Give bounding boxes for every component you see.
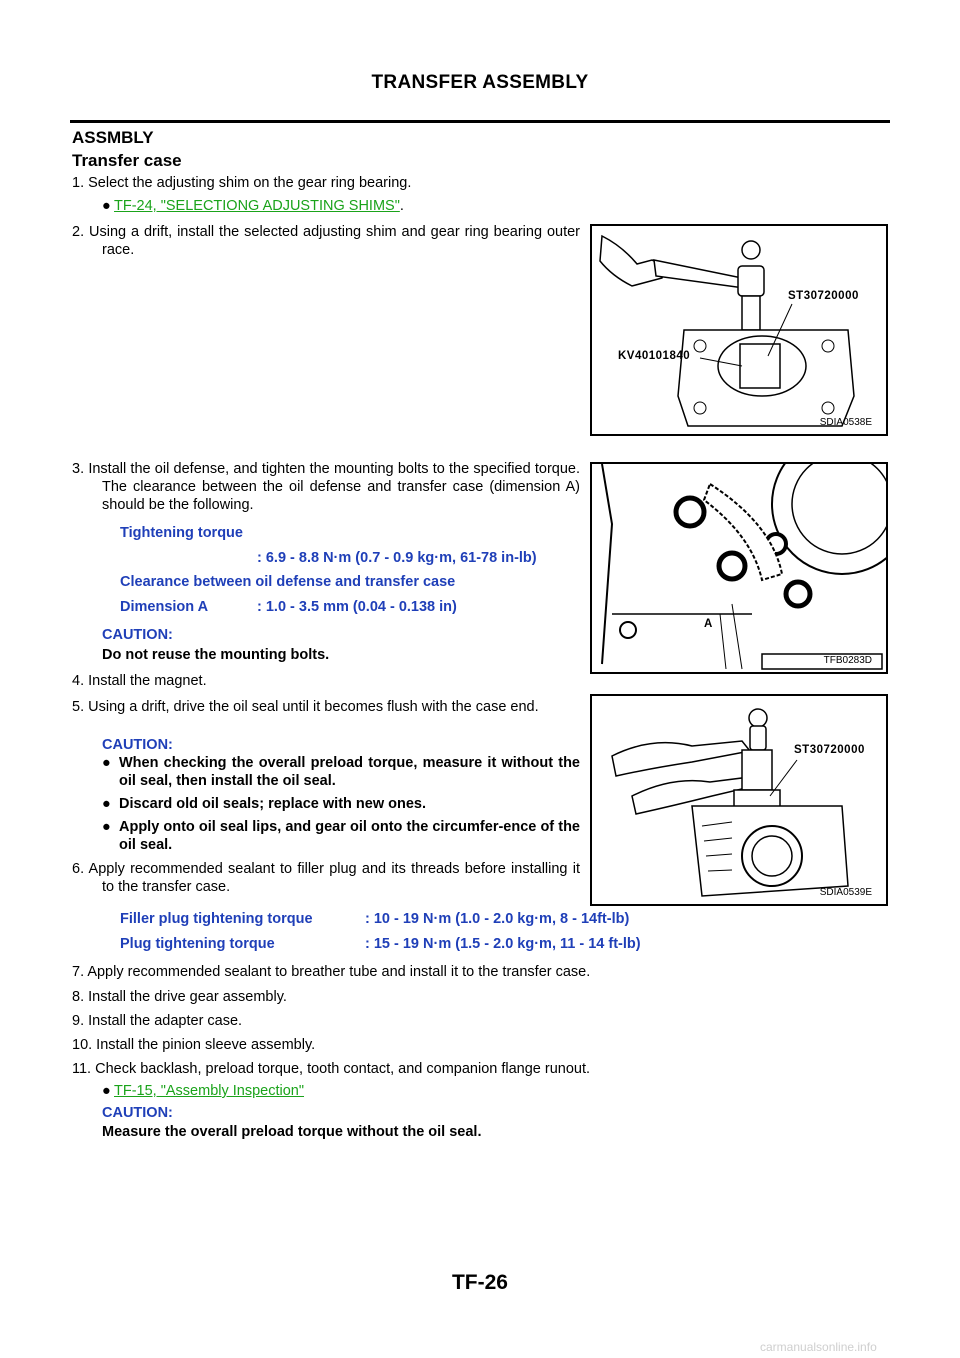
callout-kv40101840: KV40101840 <box>618 350 691 362</box>
bullet-icon: ● <box>102 198 111 214</box>
page-title: TRANSFER ASSEMBLY <box>371 72 589 93</box>
step-11: 11. Check backlash, preload torque, tooth contact, and companion flange runout. <box>72 1061 591 1077</box>
caution-title: CAUTION: <box>102 1105 173 1121</box>
figure-code: SDIA0539E <box>819 887 872 898</box>
step-1-bullet: ● TF-24, "SELECTIONG ADJUSTING SHIMS". <box>102 198 404 214</box>
caution-item: ● Apply onto oil seal lips, and gear oil onto the circumfer-ence of the oil seal. <box>102 819 580 853</box>
bullet-icon: ● <box>102 796 111 812</box>
figure-oil-seal-install <box>590 694 888 906</box>
illustration-oil-seal-drift <box>592 696 886 904</box>
caution-text: Do not reuse the mounting bolts. <box>102 647 330 663</box>
callout-st30720000: ST30720000 <box>794 744 865 756</box>
figure-drift-install-shim <box>590 224 888 436</box>
watermark: carmanualsonline.info <box>760 1340 877 1354</box>
spec-tightening-label: Tightening torque <box>120 525 243 541</box>
page-number: TF-26 <box>451 1271 508 1294</box>
caution-text: Measure the overall preload torque without the oil seal. <box>102 1124 482 1140</box>
spec-clearance-label: Clearance between oil defense and transfer case <box>120 574 456 590</box>
step-2: 2. Using a drift, install the selected adjusting shim and gear ring bearing outer race. <box>72 224 580 258</box>
title-rule <box>70 120 890 123</box>
step-8: 8. Install the drive gear assembly. <box>72 989 287 1005</box>
caution-item: ● When checking the overall preload torque, measure it without the oil seal, then install the oil seal. <box>102 755 580 789</box>
step-5: 5. Using a drift, drive the oil seal until it becomes flush with the case end. <box>72 699 539 715</box>
callout-st30720000: ST30720000 <box>788 290 859 302</box>
step-9: 9. Install the adapter case. <box>72 1013 243 1029</box>
step-6: 6. Apply recommended sealant to filler plug and its threads before installing it to the transfer case. <box>72 861 580 895</box>
spec-plug-value: : 15 - 19 N·m (1.5 - 2.0 kg·m, 11 - 14 ft-lb) <box>365 936 641 952</box>
step-3: 3. Install the oil defense, and tighten the mounting bolts to the specified torque. The clearance between the oil defense and transfer case (dimension A) should be the following. <box>72 461 580 513</box>
figure-oil-defense <box>590 462 888 674</box>
caution-item: ● Discard old oil seals; replace with new ones. <box>102 796 427 812</box>
step-1: 1. Select the adjusting shim on the gear ring bearing. <box>72 175 412 191</box>
link-selecting-shims[interactable]: TF-24, "SELECTIONG ADJUSTING SHIMS" <box>114 198 400 214</box>
spec-dimension-label: Dimension A <box>120 599 209 615</box>
illustration-hammer-drift <box>592 226 886 434</box>
spec-filler-plug-label: Filler plug tightening torque <box>120 911 313 927</box>
link-assembly-inspection[interactable]: TF-15, "Assembly Inspection" <box>114 1083 305 1099</box>
step-7: 7. Apply recommended sealant to breather tube and install it to the transfer case. <box>72 964 591 980</box>
step-10: 10. Install the pinion sleeve assembly. <box>72 1037 316 1053</box>
callout-dimension-a: A <box>704 618 713 630</box>
spec-plug-label: Plug tightening torque <box>120 936 275 952</box>
spec-filler-plug-value: : 10 - 19 N·m (1.0 - 2.0 kg·m, 8 - 14ft-lb) <box>365 911 630 927</box>
spec-dimension-value: : 1.0 - 3.5 mm (0.04 - 0.138 in) <box>257 599 457 615</box>
illustration-oil-defense <box>592 464 886 672</box>
bullet-icon: ● <box>102 819 111 835</box>
bullet-icon: ● <box>102 755 111 771</box>
figure-code: SDIA0538E <box>819 417 872 428</box>
section-heading: ASSMBLY <box>72 128 154 147</box>
section-subheading: Transfer case <box>72 151 182 170</box>
step-4: 4. Install the magnet. <box>72 673 207 689</box>
figure-code: TFB0283D <box>823 655 872 666</box>
caution-title: CAUTION: <box>102 627 173 643</box>
spec-tightening-value: : 6.9 - 8.8 N·m (0.7 - 0.9 kg·m, 61-78 in-lb) <box>257 550 537 566</box>
step-11-bullet <box>102 1082 304 1100</box>
caution-title: CAUTION: <box>102 737 173 753</box>
bullet-icon: ● <box>102 1083 111 1099</box>
